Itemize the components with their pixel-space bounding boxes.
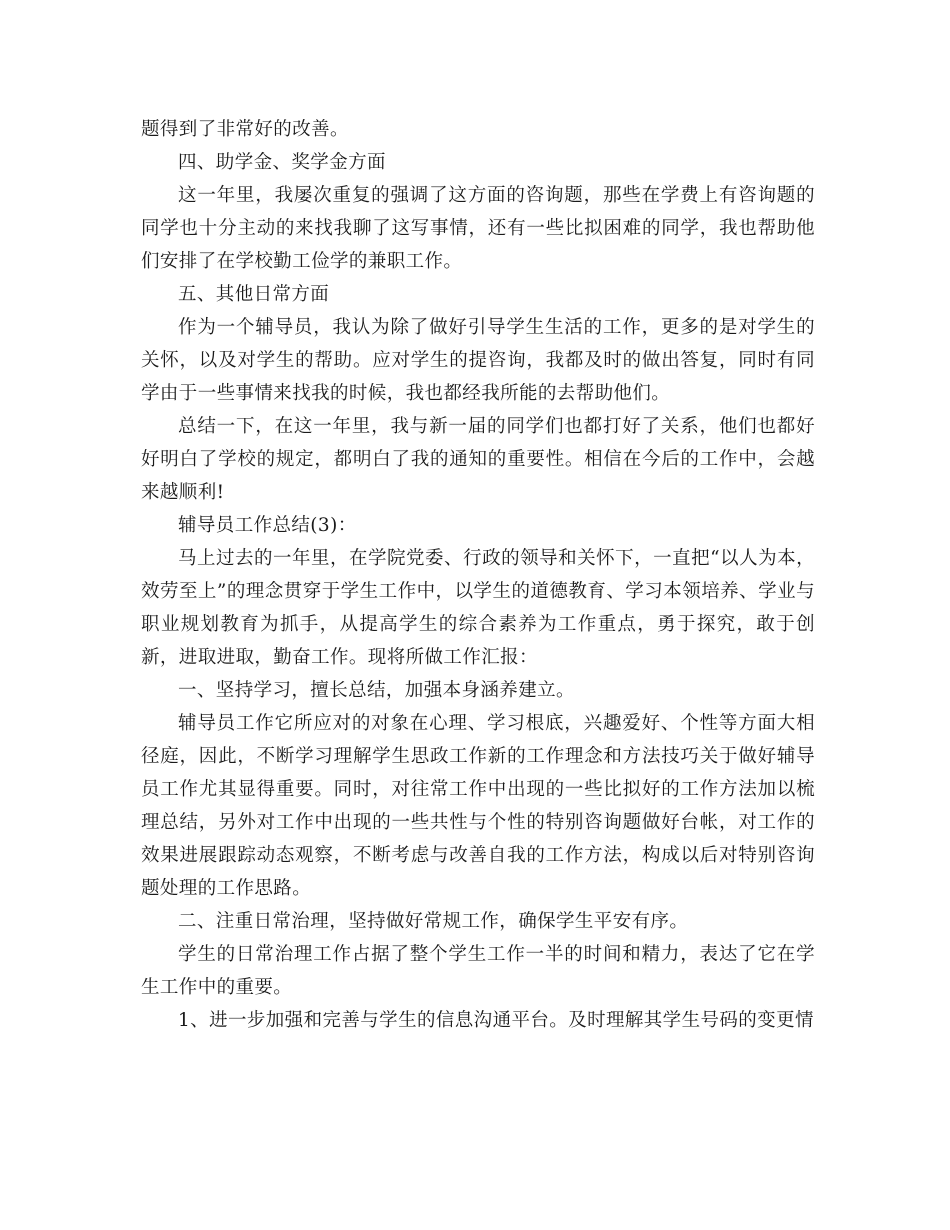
paragraph: 辅导员工作它所应对的对象在心理、学习根底，兴趣爱好、个性等方面大相径庭，因此，不断学习理解学生思政工作新的工作理念和方法技巧关于做好辅导员工作尤其显得重要。同时，对往常工作中出现的一些比拟好的工作方法加以梳理总结，另外对工作中出现的一些共性与个性的特别咨询题做好台帐，对工作的效果进展跟踪动态观察，不断考虑与改善自我的工作方法，构成以后对特别咨询题处理的工作思路。 <box>141 713 815 899</box>
list-item: 1、进一步加强和完善与学生的信息沟通平台。及时理解其学生号码的变更情 <box>178 1010 814 1031</box>
document-subtitle: 辅导员工作总结(3)： <box>178 515 357 536</box>
paragraph: 总结一下，在这一年里，我与新一届的同学们也都打好了关系，他们也都好好明白了学校的规定，都明白了我的通知的重要性。相信在今后的工作中，会越来越顺利! <box>141 416 815 503</box>
paragraph: 学生的日常治理工作占据了整个学生工作一半的时间和精力，表达了它在学生工作中的重要。 <box>141 944 815 998</box>
section-heading-daily-management: 二、注重日常治理，坚持做好常规工作，确保学生平安有序。 <box>178 911 689 932</box>
document-body <box>141 113 815 1037</box>
paragraph: 作为一个辅导员，我认为除了做好引导学生生活的工作，更多的是对学生的关怀，以及对学生的帮助。应对学生的提咨询，我都及时的做出答复，同时有同学由于一些事情来找我的时候，我也都经我所能的去帮助他们。 <box>141 317 815 404</box>
paragraph-continuation: 题得到了非常好的改善。 <box>141 119 349 140</box>
section-heading-other-daily: 五、其他日常方面 <box>178 284 330 305</box>
section-heading-study: 一、坚持学习，擅长总结，加强本身涵养建立。 <box>178 680 575 701</box>
section-heading-financial-aid: 四、助学金、奖学金方面 <box>178 152 386 173</box>
paragraph: 这一年里，我屡次重复的强调了这方面的咨询题，那些在学费上有咨询题的同学也十分主动的来找我聊了这写事情，还有一些比拟困难的同学，我也帮助他们安排了在学校勤工俭学的兼职工作。 <box>141 185 815 272</box>
paragraph: 马上过去的一年里，在学院党委、行政的领导和关怀下，一直把“以人为本，效劳至上”的理念贯穿于学生工作中，以学生的道德教育、学习本领培养、学业与职业规划教育为抓手，从提高学生的综合素养为工作重点，勇于探究，敢于创新，进取进取，勤奋工作。现将所做工作汇报： <box>141 548 815 668</box>
